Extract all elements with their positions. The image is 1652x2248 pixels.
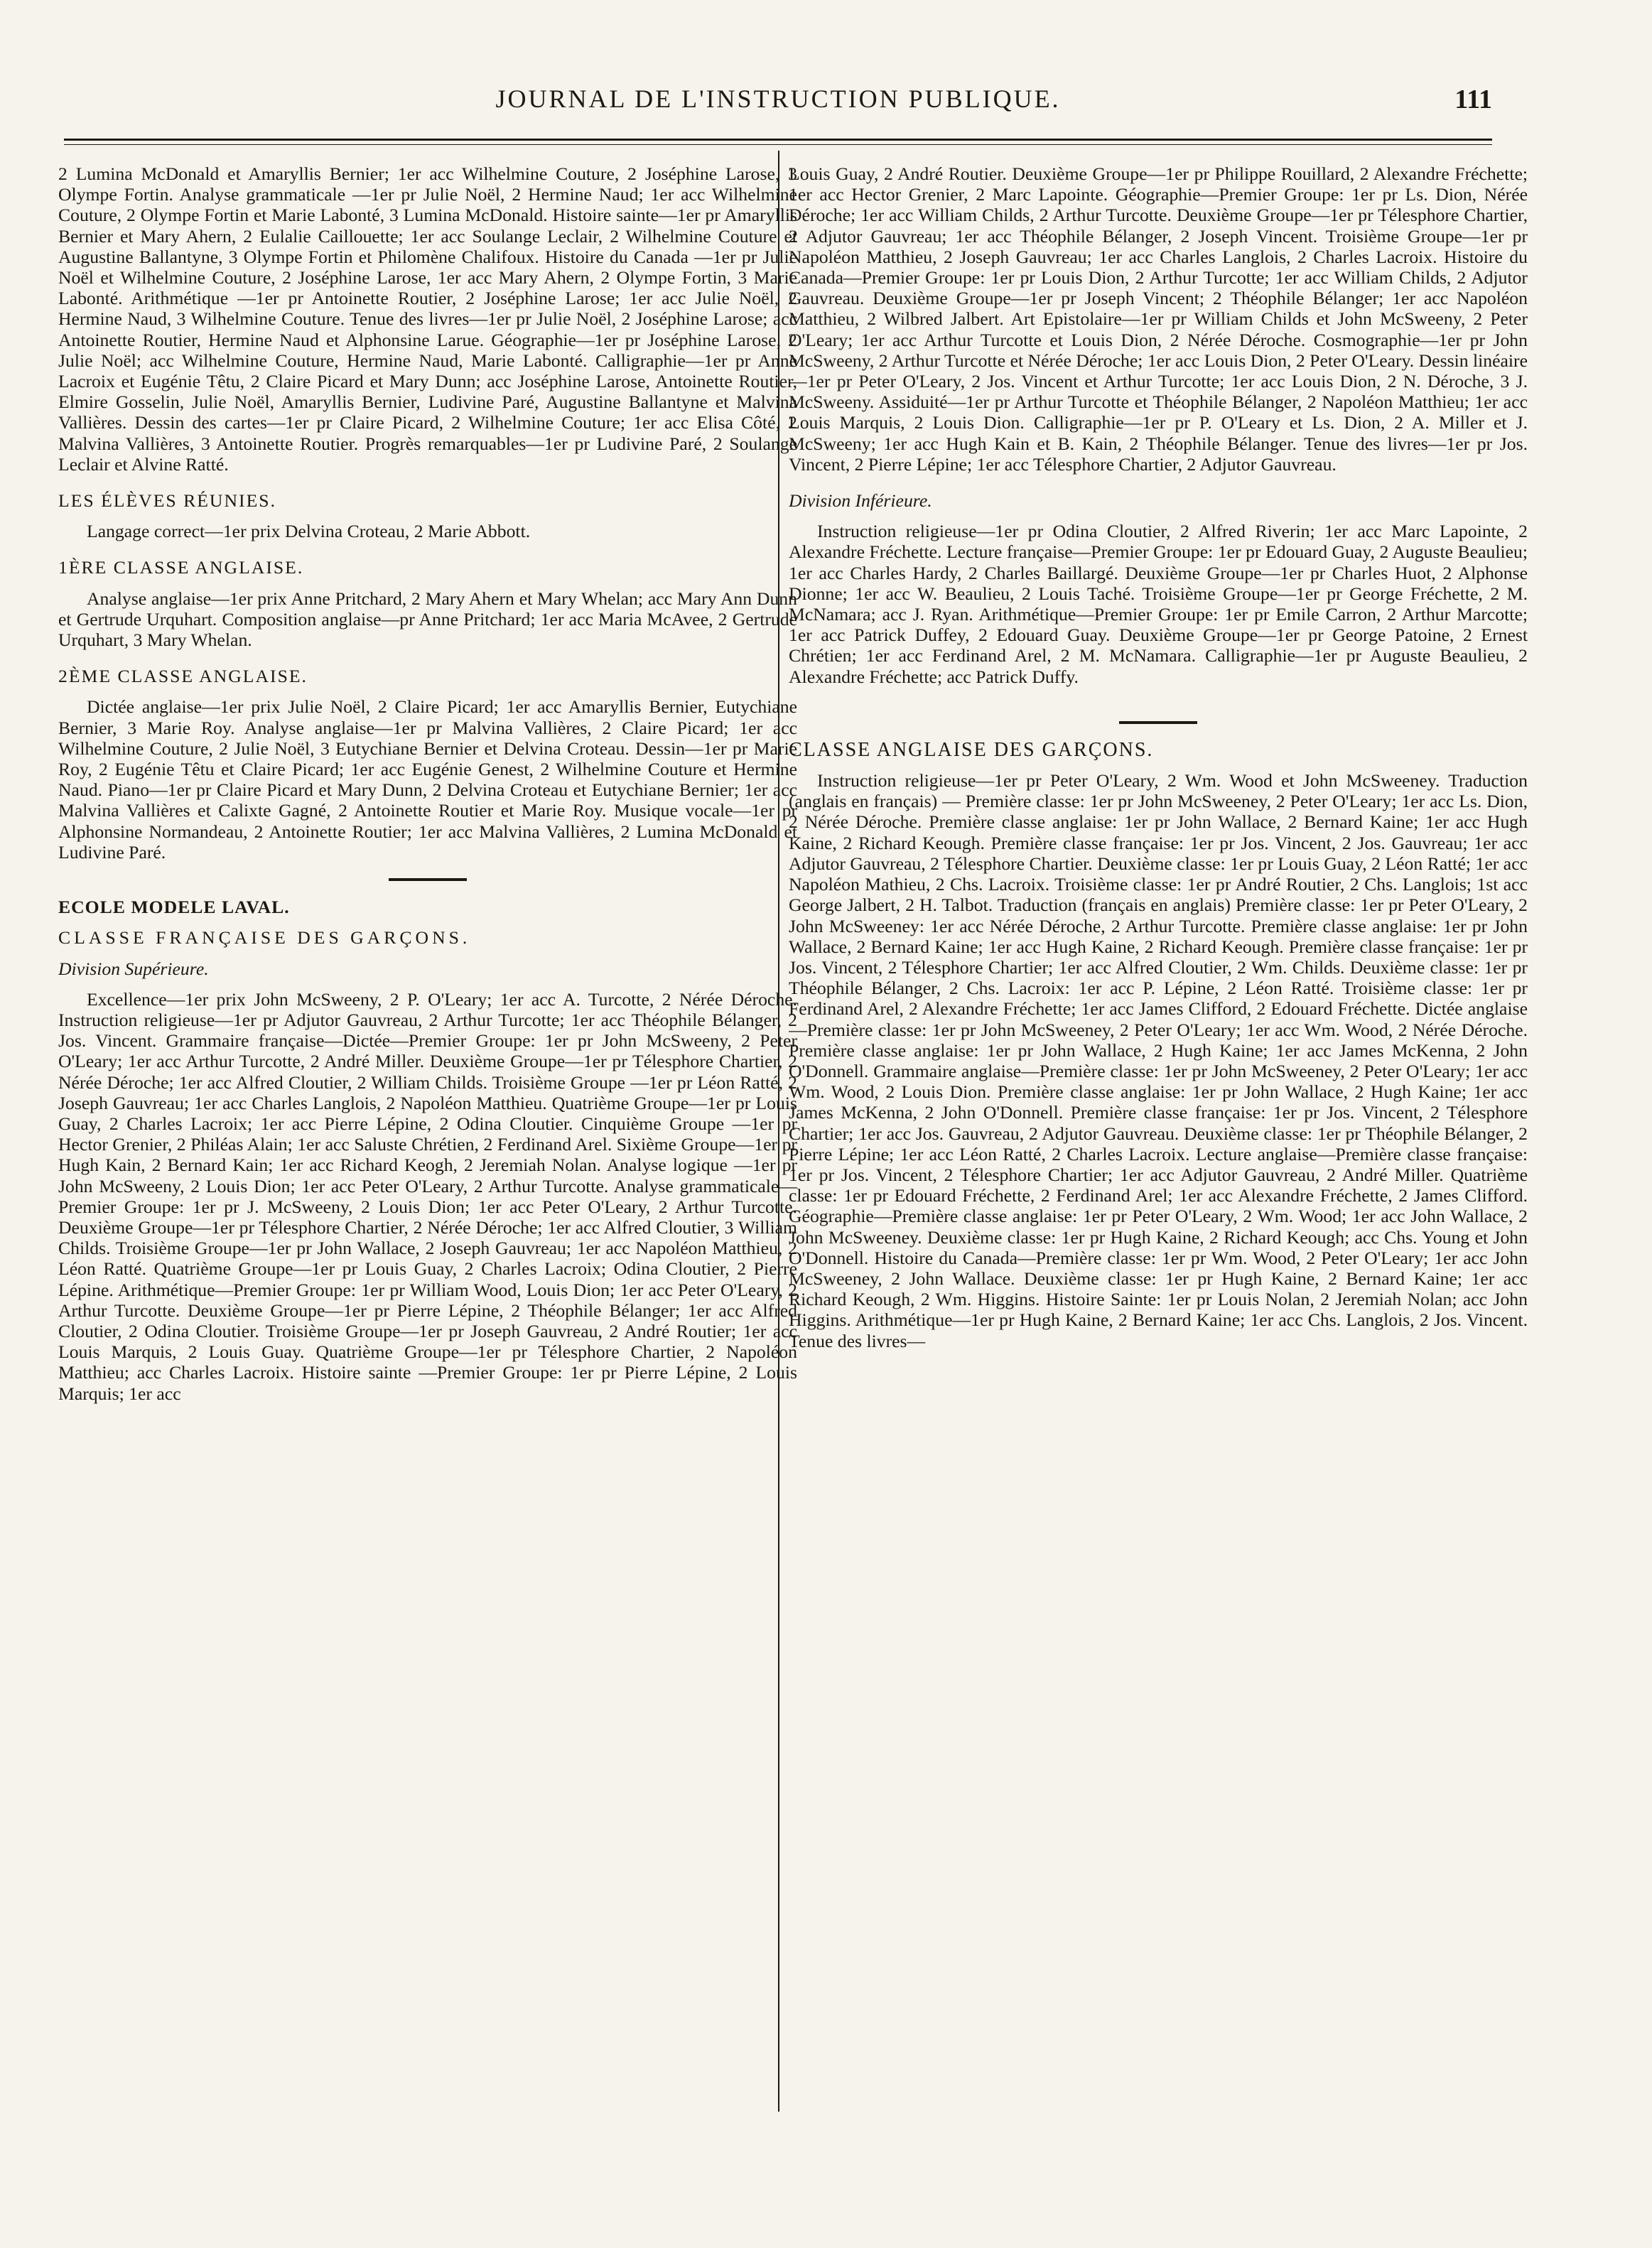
heading-division-superieure: Division Supérieure. bbox=[58, 958, 209, 979]
header-rule-thin bbox=[64, 144, 1492, 145]
heading-ecole-modele-laval: ECOLE MODELE LAVAL. bbox=[58, 897, 290, 918]
classe-anglaise-paragraph: Instruction religieuse—1er pr Peter O'Leary, 2 Wm. Wood et John McSweeney. Traduction (anglais en français) — Première classe: 1er pr John McSweeney, 2 Peter O'Leary; 1er acc Ls. Dion, 2 Nérée Déroche. Première classe anglaise: 1er pr John Wallace, 2 Bernard Kaine; 1er acc Hugh Kaine, 2 Richard Keough. Première classe française: 1er pr Jos. Vincent, 2 Jos. Gauvreau; 1er acc Adjutor Gauvreau, 2 Télesphore Chartier. Deuxième classe: 1er pr Louis Guay, 2 Léon Ratté; 1er acc Napoléon Mathieu, 2 Chs. Lacroix. Troisième classe: 1er pr André Routier, 2 Chs. Langlois; 1st acc George Jalbert, 2 H. Talbot. Traduction (français en anglais) Première classe: 1er pr Peter O'Leary, 2 John McSweeney: 1er acc Nérée Déroche, 2 Arthur Turcotte. Première classe anglaise: 1er pr John Wallace, 2 Bernard Kaine; 1er acc Hugh Kaine, 2 Richard Keough. Première classe française: 1er pr Jos. Vincent, 2 Télesphore Chartier; 1er acc Alfred Cloutier, 2 Wm. Childs. Deuxième classe: 1er pr Théophile Bélanger, 2 Chs. Lacroix: 1er acc P. Lépine, 2 Léon Ratté. Troisième classe: 1er pr Ferdinand Arel, 2 Alexandre Fréchette; 1er acc James Clifford, 2 Edouard Fréchette. Dictée anglaise—Première classe: 1er pr John McSweeney, 2 Peter O'Leary; 1er acc Wm. Wood, 2 Nérée Déroche. Première classe anglaise: 1er pr John Wallace, 2 Hugh Kaine; 1er acc James McKenna, 2 John O'Donnell. Grammaire anglaise—Première classe: 1er pr John McSweeney, 2 Peter O'Leary; 1er acc Wm. Wood, 2 Louis Dion. Première classe anglaise: 1er pr John Wallace, 2 Hugh Kaine; 1er acc James McKenna, 2 John O'Donnell. Première classe française: 1er pr Jos. Vincent, 2 Télesphore Chartier; 1er acc Jos. Gauvreau, 2 Adjutor Gauvreau. Deuxième classe: 1er pr Théophile Bélanger, 2 Pierre Lépine; 1er acc Léon Ratté, 2 Charles Lacroix. Lecture anglaise—Première classe française: 1er pr Jos. Vincent, 2 Télesphore Chartier; 1er acc Adjutor Gauvreau, 2 André Miller. Quatrième classe: 1er pr Edouard Fréchette, 2 Ferdinand Arel; 1er acc Alexandre Fréchette, 2 James Clifford. Géographie—Première classe anglaise: 1er pr Peter O'Leary, 2 Wm. Wood; 1er acc John Wallace, 2 John McSweeney. Deuxième classe: 1er pr Hugh Kaine, 2 Richard Keough; acc Chs. Young et John O'Donnell. Histoire du Canada—Première classe: 1er pr Wm. Wood, 2 Peter O'Leary; 1er acc John McSweeney, 2 John Wallace. Deuxième classe: 1er pr Hugh Kaine, 2 Bernard Kaine; 1er acc Richard Keough, 2 Wm. Higgins. Histoire Sainte: 1er pr Louis Nolan, 2 Jeremiah Nolan; acc John Higgins. Arithmétique—1er pr Hugh Kaine, 2 Bernard Kaine; 1er acc Chs. Langlois, 2 Jos. Vincent. Tenue des livres— bbox=[789, 770, 1528, 1351]
heading-division-inferieure: Division Inférieure. bbox=[789, 490, 932, 512]
heading-eleves-reunies: LES ÉLÈVES RÉUNIES. bbox=[58, 490, 276, 512]
page-number: 111 bbox=[1454, 85, 1492, 114]
division-superieure-paragraph: Excellence—1er prix John McSweeny, 2 P. O'Leary; 1er acc A. Turcotte, 2 Nérée Déroche. Instruction religieuse—1er pr Adjutor Gauvreau, 2 Arthur Turcotte; 1er acc Théophile Bélanger, 2 Jos. Vincent. Grammaire française—Dictée—Premier Groupe: 1er pr John McSweeny, 2 Peter O'Leary; 1er acc Arthur Turcotte, 2 André Miller. Deuxième Groupe—1er pr Télesphore Chartier, 2 Nérée Déroche; 1er acc Alfred Cloutier, 2 William Childs. Troisième Groupe —1er pr Léon Ratté, 2 Joseph Gauvreau; 1er acc Charles Langlois, 2 Napoléon Matthieu. Quatrième Groupe—1er pr Louis Guay, 2 Charles Lacroix; 1er acc Pierre Lépine, 2 Odina Cloutier. Cinquième Groupe —1er pr Hector Grenier, 2 Philéas Alain; 1er acc Saluste Chrétien, 2 Ferdinand Arel. Sixième Groupe—1er pr Hugh Kain, 2 Bernard Kain; 1er acc Richard Keogh, 2 Jeremiah Nolan. Analyse logique —1er pr John McSweeny, 2 Louis Dion; 1er acc Peter O'Leary, 2 Arthur Turcotte. Analyse grammaticale—Premier Groupe: 1er pr J. McSweeny, 2 Louis Dion; 1er acc Peter O'Leary, 2 Arthur Turcotte. Deuxième Groupe—1er pr Télesphore Chartier, 2 Nérée Déroche; 1er acc Alfred Cloutier, 3 William Childs. Troisième Groupe—1er pr John Wallace, 2 Joseph Gauvreau; 1er acc Napoléon Matthieu, 2 Léon Ratté. Quatrième Groupe—1er pr Louis Guay, 2 Charles Lacroix; Odina Cloutier, 2 Pierre Lépine. Arithmétique—Premier Groupe: 1er pr William Wood, Louis Dion; 1er acc Peter O'Leary, 2 Arthur Turcotte. Deuxième Groupe—1er pr Pierre Lépine, 2 Théophile Bélanger; 1er acc Alfred Cloutier, 2 Odina Cloutier. Troisième Groupe—1er pr Joseph Gauvreau, 2 André Routier; 1er acc Louis Marquis, 2 Louis Guay. Quatrième Groupe—1er pr Télesphore Chartier, 2 Napoléon Matthieu; acc Charles Lacroix. Histoire sainte —Premier Groupe: 1er pr Pierre Lépine, 2 Louis Marquis; 1er acc bbox=[58, 988, 797, 1404]
langage-paragraph: Langage correct—1er prix Delvina Croteau, 2 Marie Abbott. bbox=[87, 521, 531, 542]
header-rule-thick bbox=[64, 139, 1492, 141]
intro-paragraph: 2 Lumina McDonald et Amaryllis Bernier; 1er acc Wilhelmine Couture, 2 Joséphine Larose, 3 Olympe Fortin. Analyse grammaticale —1er pr Julie Noël, 2 Hermine Naud; 1er acc Wilhelmine Couture, 2 Olympe Fortin et Marie Labonté, 3 Lumina McDonald. Histoire sainte—1er pr Amaryllis Bernier et Mary Ahern, 2 Eulalie Caillouette; 1er acc Soulange Leclair, 2 Wilhelmine Couture et Augustine Ballantyne, 3 Olympe Fortin et Philomène Chalifoux. Histoire du Canada —1er pr Julie Noël et Wilhelmine Couture, 2 Joséphine Larose, 1er acc Mary Ahern, 2 Olympe Fortin, 3 Marie Labonté. Arithmétique —1er pr Antoinette Routier, 2 Joséphine Larose; 1er acc Julie Noël, 2 Hermine Naud, 3 Wilhelmine Couture. Tenue des livres—1er pr Julie Noël, 2 Joséphine Larose; acc Antoinette Routier, Hermine Naud et Alphonsine Larue. Géographie—1er pr Joséphine Larose, 2 Julie Noël; acc Wilhelmine Couture, Hermine Naud, Marie Labonté. Calligraphie—1er pr Anne Lacroix et Eugénie Têtu, 2 Claire Picard et Mary Dunn; acc Joséphine Larose, Antoinette Routier, Elmire Gosselin, Julie Noël, Amaryllis Bernier, Ludivine Paré, Augustine Ballantyne et Malvina Vallières. Dessin des cartes—1er pr Claire Picard, 2 Wilhelmine Couture; 1er acc Elisa Côté, 2 Malvina Vallières, 3 Antoinette Routier. Progrès remarquables—1er pr Ludivine Paré, 2 Soulange Leclair et Alvine Ratté. bbox=[58, 163, 797, 475]
first-class-paragraph: Analyse anglaise—1er prix Anne Pritchard, 2 Mary Ahern et Mary Whelan; acc Mary Ann Dunn et Gertrude Urquhart. Composition anglaise—pr Anne Pritchard; 1er acc Maria McAvee, 2 Gertrude Urquhart, 3 Mary Whelan. bbox=[58, 588, 797, 651]
division-inferieure-paragraph: Instruction religieuse—1er pr Odina Cloutier, 2 Alfred Riverin; 1er acc Marc Lapointe, 2 Alexandre Fréchette. Lecture française—Premier Groupe: 1er pr Edouard Guay, 2 Auguste Beaulieu; 1er acc Charles Hardy, 2 Charles Baillargé. Deuxième Groupe—1er pr Charles Huot, 2 Alphonse Dionne; 1er acc W. Beaulieu, 2 Louis Taché. Troisième Groupe—1er pr George Fréchette, 2 M. McNamara; acc J. Ryan. Arithmétique—Premier Groupe: 1er pr Emile Carron, 2 Arthur Marcotte; 1er acc Patrick Duffey, 2 Edouard Guay. Deuxième Groupe—1er pr George Patoine, 2 Ernest Chrétien; 1er acc Ferdinand Arel, 2 M. McNamara. Calligraphie—1er pr Auguste Beaulieu, 2 Alexandre Fréchette; acc Patrick Duffy. bbox=[789, 521, 1528, 687]
running-title: JOURNAL DE L'INSTRUCTION PUBLIQUE. bbox=[495, 85, 1061, 113]
left-column bbox=[58, 163, 797, 2121]
heading-2eme-classe-anglaise: 2ÈME CLASSE ANGLAISE. bbox=[58, 666, 308, 687]
heading-classe-anglaise-garcons: CLASSE ANGLAISE DES GARÇONS. bbox=[789, 738, 1154, 761]
page-header bbox=[64, 84, 1492, 126]
heading-1ere-classe-anglaise: 1ÈRE CLASSE ANGLAISE. bbox=[58, 557, 304, 578]
second-class-paragraph: Dictée anglaise—1er prix Julie Noël, 2 Claire Picard; 1er acc Amaryllis Bernier, Eutychiane Bernier, 3 Marie Roy. Analyse anglaise—1er pr Malvina Vallières, 2 Claire Picard; 1er acc Wilhelmine Couture, 2 Julie Noël, 3 Eutychiane Bernier et Delvina Croteau. Dessin—1er pr Marie Roy, 2 Eugénie Têtu et Claire Picard; 1er acc Eugénie Genest, 2 Wilhelmine Couture et Hermine Naud. Piano—1er pr Claire Picard et Mary Dunn, 2 Delvina Croteau et Eutychiane Bernier; 1er acc Malvina Vallières et Calixte Gagné, 2 Antoinette Routier et Marie Roy. Musique vocale—1er pr Alphonsine Normandeau, 2 Antoinette Routier; 1er acc Malvina Vallières, 2 Lumina McDonald et Ludivine Paré. bbox=[58, 696, 797, 863]
right-column bbox=[789, 163, 1528, 2114]
heading-classe-francaise: CLASSE FRANÇAISE DES GARÇONS. bbox=[58, 927, 471, 949]
continued-paragraph: Louis Guay, 2 André Routier. Deuxième Groupe—1er pr Philippe Rouillard, 2 Alexandre Fréchette; 1er acc Hector Grenier, 2 Marc Lapointe. Géographie—Premier Groupe: 1er pr Ls. Dion, Nérée Déroche; 1er acc William Childs, 2 Arthur Turcotte. Deuxième Groupe—1er pr Télesphore Chartier, 2 Adjutor Gauvreau; 1er acc Théophile Bélanger, 2 Joseph Vincent. Troisième Groupe—1er pr Napoléon Matthieu, 2 Joseph Gauvreau; 1er acc Charles Langlois, 2 Charles Lacroix. Histoire du Canada—Premier Groupe: 1er pr Louis Dion, 2 Arthur Turcotte; 1er acc William Childs, 2 Adjutor Gauvreau. Deuxième Groupe—1er pr Joseph Vincent; 2 Théophile Bélanger; 1er acc Napoléon Matthieu, 2 Wilbred Jalbert. Art Epistolaire—1er pr William Childs et John McSweeny, 2 Peter O'Leary; 1er acc Arthur Turcotte et Louis Dion, 2 Nérée Déroche. Cosmographie—1er pr John McSweeny, 2 Arthur Turcotte et Nérée Déroche; 1er acc Louis Dion, 2 Peter O'Leary. Dessin linéaire—1er pr Peter O'Leary, 2 Jos. Vincent et Arthur Turcotte; 1er acc Louis Dion, 2 N. Déroche, 3 J. McSweeny. Assiduité—1er pr Arthur Turcotte et Théophile Bélanger, 2 Napoléon Matthieu; 1er acc Louis Marquis, 2 Louis Dion. Calligraphie—1er pr P. O'Leary et Ls. Dion, 2 A. Miller et J. McSweeny; 1er acc Hugh Kain et B. Kain, 2 Théophile Bélanger. Tenue des livres—1er pr Jos. Vincent, 2 Pierre Lépine; 1er acc Télesphore Chartier, 2 Adjutor Gauvreau. bbox=[789, 163, 1528, 475]
